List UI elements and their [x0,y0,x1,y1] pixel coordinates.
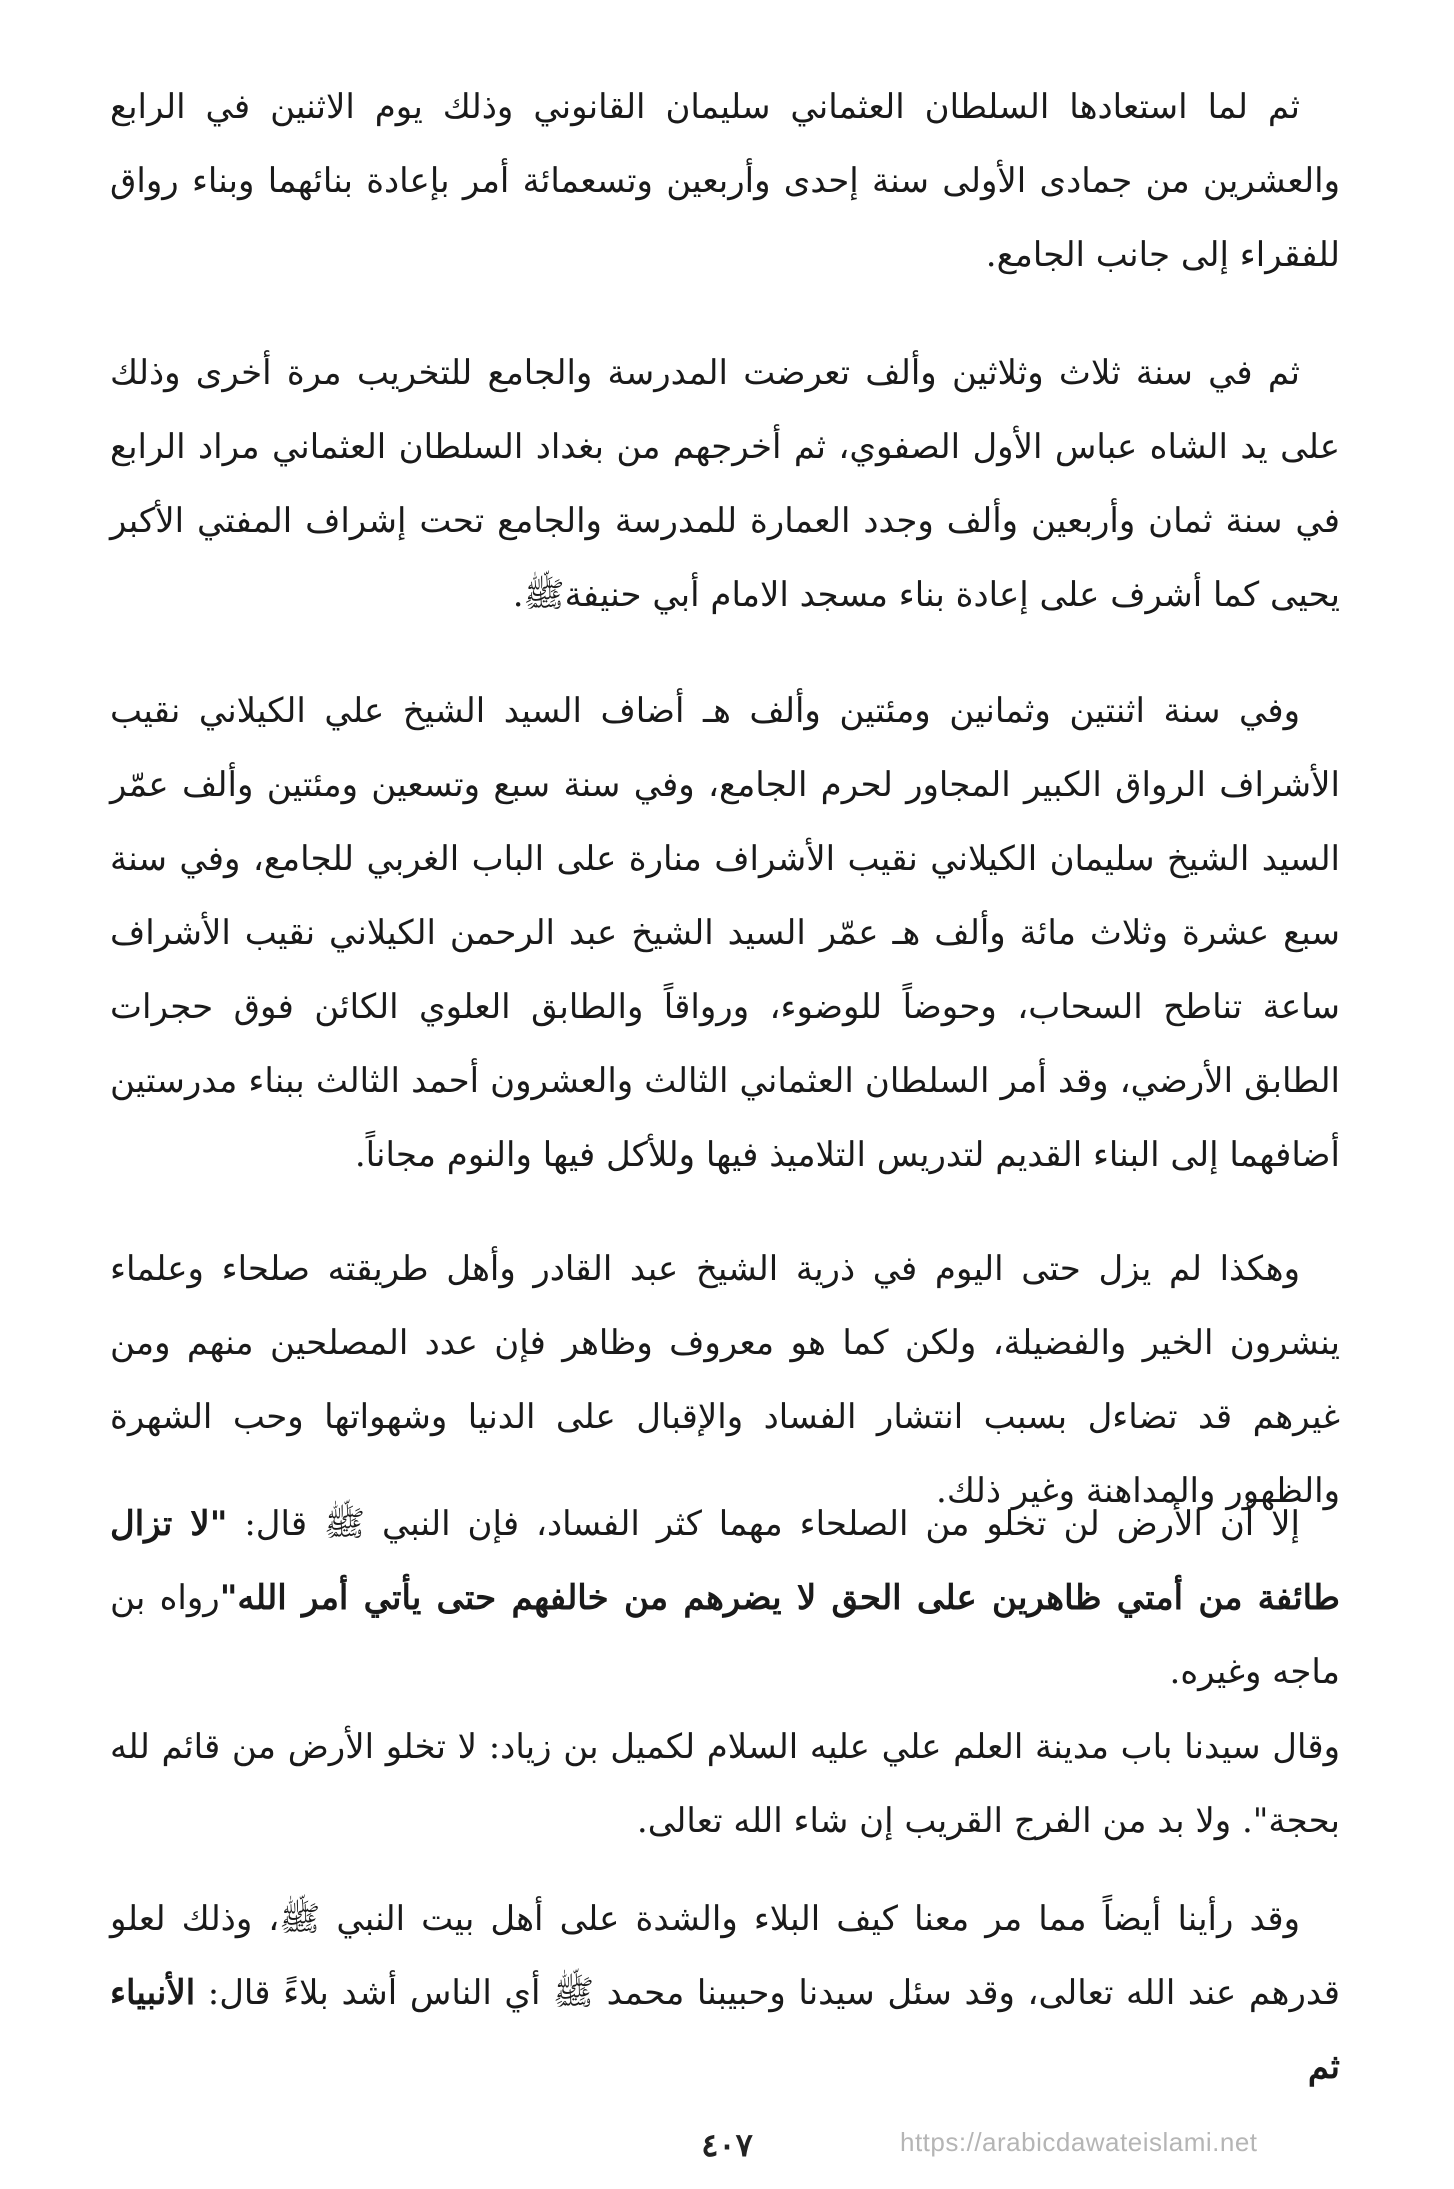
paragraph-bold-ending: الأنبياء ثم [110,1973,1340,2087]
hadith-intro: إلا أن الأرض لن تخلو من الصلحاء مهما كثر الفساد، فإن النبي ﷺ قال: [244,1504,1300,1544]
paragraph-suleiman-restoration [110,70,1340,292]
paragraph-text: ثم في سنة ثلاث وثلاثين وألف تعرضت المدرسة والجامع للتخريب مرة أخرى وذلك على يد الشاه عباس الأول الصفوي، ثم أخرجهم من بغداد السلطان العثماني مراد الرابع في سنة ثمان وأربعين وألف وجدد العمارة للمدرسة والجامع تحت إشراف المفتي الأكبر يحيى كما أشرف على إعادة بناء مسجد الامام أبي حنيفةﷺ. [110,353,1340,615]
paragraph-shah-abbas [110,336,1340,632]
paragraph-ali-quote [110,1710,1340,1858]
paragraph-descendants [110,1232,1340,1528]
hadith-source: رواه بن ماجه وغيره. [110,1578,1340,1692]
paragraph-kilani-additions [110,674,1340,1192]
paragraph-trials [110,1882,1340,2104]
paragraph-text [110,1882,1340,2104]
hadith-quote: "لا تزال طائفة من أمتي ظاهرين على الحق لا يضرهم من خالفهم حتى يأتي أمر الله" [110,1504,1340,1618]
paragraph-body: وقد رأينا أيضاً مما مر معنا كيف البلاء والشدة على أهل بيت النبي ﷺ، وذلك لعلو قدرهم عند الله تعالى، وقد سئل سيدنا وحبيبنا محمد ﷺ أي الناس أشد بلاءً قال: [110,1899,1340,2013]
watermark-url: https://arabicdawateislami.net [900,2127,1258,2157]
paragraph-text [110,1487,1340,1709]
paragraph-text: وقال سيدنا باب مدينة العلم علي عليه السلام لكميل بن زياد: لا تخلو الأرض من قائم لله بحجة". ولا بد من الفرج القريب إن شاء الله تعالى. [110,1727,1340,1841]
page-number: ٤٠٧ [701,2126,753,2164]
paragraph-text: ثم لما استعادها السلطان العثماني سليمان القانوني وذلك يوم الاثنين في الرابع والعشرين من جمادى الأولى سنة إحدى وأربعين وتسعمائة أمر بإعادة بنائهما وبناء رواق للفقراء إلى جانب الجامع. [110,87,1340,275]
paragraph-hadith [110,1487,1340,1709]
paragraph-text: وفي سنة اثنتين وثمانين ومئتين وألف هـ أضاف السيد الشيخ علي الكيلاني نقيب الأشراف الرواق الكبير المجاور لحرم الجامع، وفي سنة سبع وتسعين ومئتين وألف عمّر السيد الشيخ سليمان الكيلاني نقيب الأشراف منارة على الباب الغربي للجامع، وفي سنة سبع عشرة وثلاث مائة وألف هـ عمّر السيد الشيخ عبد الرحمن الكيلاني نقيب الأشراف ساعة تناطح السحاب، وحوضاً للوضوء، ورواقاً والطابق العلوي الكائن فوق حجرات الطابق الأرضي، وقد أمر السلطان العثماني الثالث والعشرون أحمد الثالث ببناء مدرستين أضافهما إلى البناء القديم لتدريس التلاميذ فيها وللأكل فيها والنوم مجاناً. [110,691,1340,1175]
paragraph-text: وهكذا لم يزل حتى اليوم في ذرية الشيخ عبد القادر وأهل طريقته صلحاء وعلماء ينشرون الخير والفضيلة، ولكن كما هو معروف وظاهر فإن عدد المصلحين منهم ومن غيرهم قد تضاءل بسبب انتشار الفساد والإقبال على الدنيا وشهواتها وحب الشهرة والظهور والمداهنة وغير ذلك. [110,1249,1340,1511]
